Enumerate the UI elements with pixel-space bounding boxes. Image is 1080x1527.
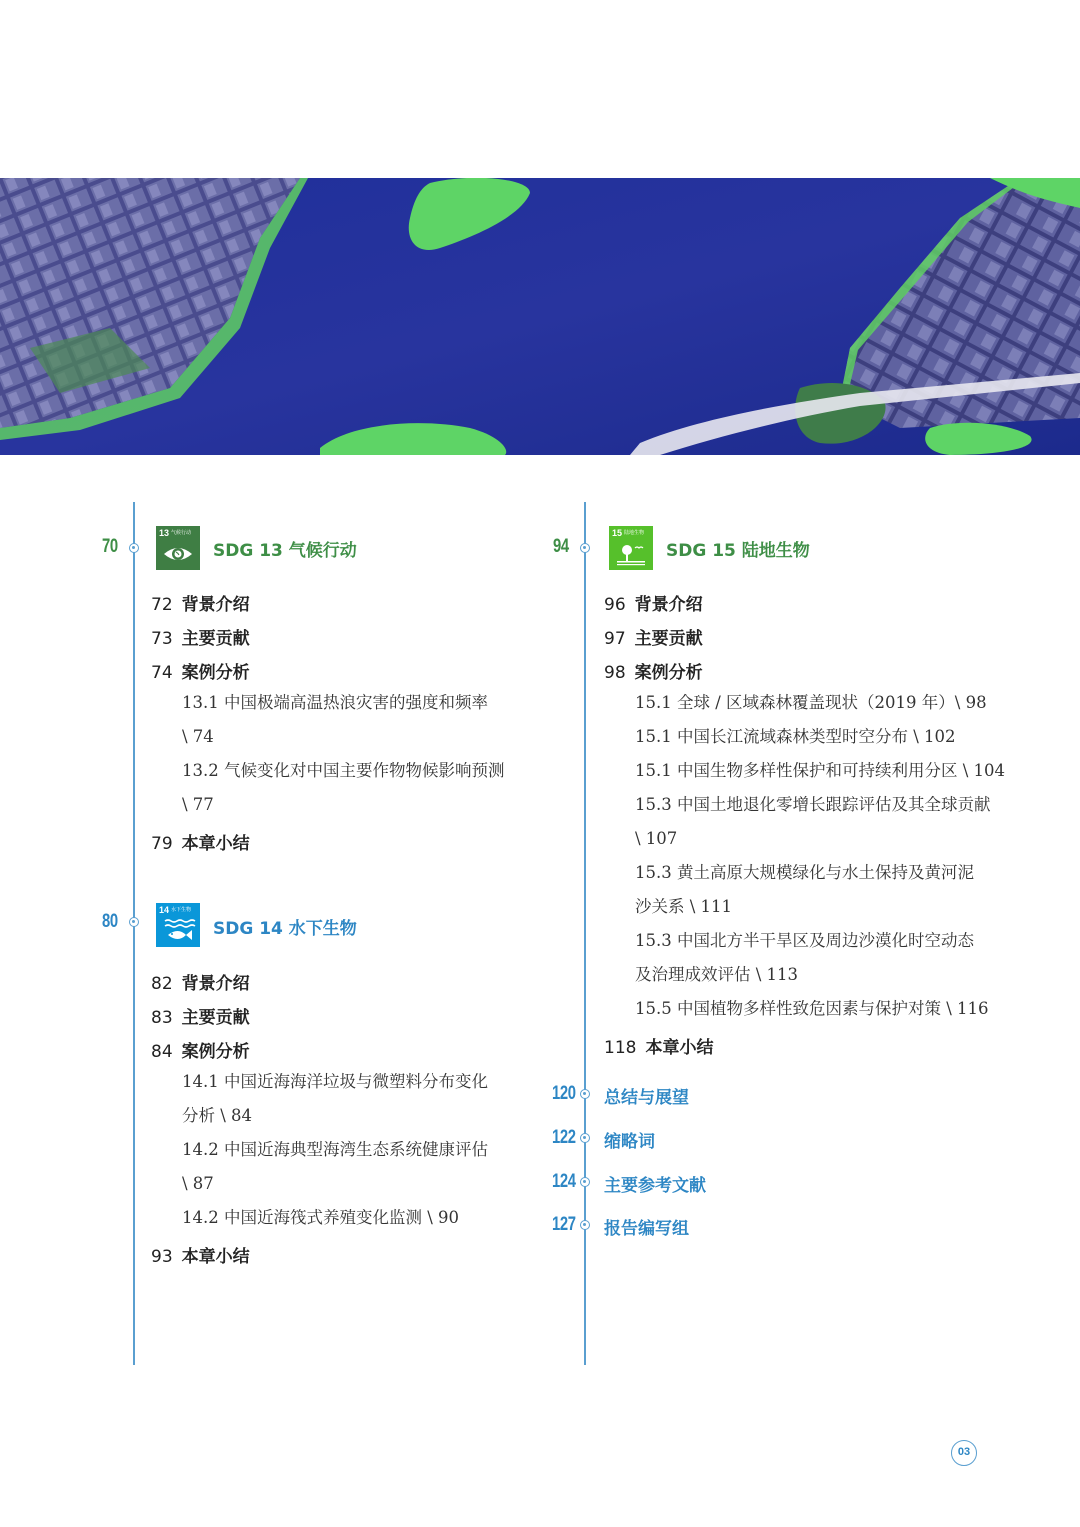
sdg14-title: SDG 14 水下生物 <box>213 919 357 939</box>
subentry-line: 15.5 中国植物多样性致危因素与保护对策 \ 116 <box>635 999 989 1018</box>
entry-page: 82 <box>151 974 173 994</box>
toc-entry[interactable] <box>151 1003 250 1028</box>
end-section-title[interactable]: 报告编写组 <box>604 1219 689 1239</box>
sdg15-badge-caption: 陆地生物 <box>624 530 645 536</box>
entry-label: 案例分析 <box>181 1042 250 1062</box>
entry-page: 73 <box>151 629 173 649</box>
toc-entry[interactable] <box>151 590 250 615</box>
entry-page: 79 <box>151 834 173 854</box>
page-number-badge: 03 <box>951 1440 977 1466</box>
subentry-line: 14.1 中国近海海洋垃圾与微塑料分布变化 <box>182 1072 488 1091</box>
subentry-line: 15.1 全球 / 区域森林覆盖现状（2019 年）\ 98 <box>635 693 987 712</box>
sdg15-badge-number: 15 <box>612 528 623 538</box>
end-section-page-number: 124 <box>552 1171 576 1192</box>
end-section-page-number: 127 <box>552 1214 576 1235</box>
entry-page: 83 <box>151 1008 173 1028</box>
subentry-line: 14.2 中国近海典型海湾生态系统健康评估 <box>182 1140 488 1159</box>
toc-subentry[interactable] <box>635 754 1005 788</box>
timeline-dot <box>580 1133 590 1143</box>
subentry-line: 及治理成效评估 \ 113 <box>635 965 799 984</box>
timeline-dot <box>580 1177 590 1187</box>
sdg13-badge <box>156 526 200 570</box>
toc-subentry[interactable] <box>635 856 974 924</box>
subentry-line: 15.3 中国北方半干旱区及周边沙漠化时空动态 <box>635 931 974 950</box>
entry-label: 案例分析 <box>181 663 250 683</box>
toc-subentry[interactable] <box>182 686 488 754</box>
entry-label: 主要贡献 <box>634 629 703 649</box>
entry-page: 74 <box>151 663 173 683</box>
toc-subentry[interactable] <box>635 788 990 856</box>
end-section-page-number: 122 <box>552 1127 576 1148</box>
toc-entry[interactable] <box>151 1037 250 1062</box>
subentry-line: 15.1 中国长江流域森林类型时空分布 \ 102 <box>635 727 956 746</box>
sdg13-badge-caption: 气候行动 <box>171 530 192 536</box>
toc-subentry[interactable] <box>182 754 504 822</box>
subentry-line: \ 74 <box>182 727 214 746</box>
sdg14-badge-caption: 水下生物 <box>171 907 192 913</box>
timeline-dot <box>129 543 139 553</box>
entry-label: 背景介绍 <box>181 595 250 615</box>
entry-page: 84 <box>151 1042 173 1062</box>
toc-entry[interactable] <box>604 1033 713 1058</box>
subentry-line: \ 87 <box>182 1174 214 1193</box>
timeline-dot <box>129 917 139 927</box>
sdg14-badge-number: 14 <box>159 905 170 915</box>
subentry-line: \ 107 <box>635 829 678 848</box>
entry-page: 118 <box>604 1038 637 1058</box>
timeline-dot <box>580 1089 590 1099</box>
toc-subentry[interactable] <box>635 992 989 1026</box>
entry-label: 本章小结 <box>645 1038 714 1058</box>
toc-entry[interactable] <box>151 969 250 994</box>
subentry-line: 14.2 中国近海筏式养殖变化监测 \ 90 <box>182 1208 460 1227</box>
sdg13-title: SDG 13 气候行动 <box>213 541 357 561</box>
toc-entry[interactable] <box>604 624 703 649</box>
entry-page: 98 <box>604 663 626 683</box>
sdg15-title: SDG 15 陆地生物 <box>666 541 810 561</box>
toc-subentry[interactable] <box>182 1065 488 1133</box>
toc-subentry[interactable] <box>182 1201 459 1235</box>
entry-page: 93 <box>151 1247 173 1267</box>
entry-label: 本章小结 <box>181 1247 250 1267</box>
toc-entry[interactable] <box>151 1242 250 1267</box>
entry-label: 主要贡献 <box>181 1008 250 1028</box>
toc-entry[interactable] <box>151 624 250 649</box>
subentry-line: 分析 \ 84 <box>182 1106 253 1125</box>
subentry-line: 沙关系 \ 111 <box>635 897 733 916</box>
entry-label: 背景介绍 <box>634 595 703 615</box>
toc-subentry[interactable] <box>635 686 987 720</box>
sdg15-page-number: 94 <box>553 536 569 557</box>
entry-label: 背景介绍 <box>181 974 250 994</box>
sdg14-page-number: 80 <box>102 911 118 932</box>
toc-subentry[interactable] <box>635 720 956 754</box>
timeline-dot <box>580 543 590 553</box>
end-section-title[interactable]: 缩略词 <box>604 1132 655 1152</box>
entry-label: 本章小结 <box>181 834 250 854</box>
sdg15-badge <box>609 526 653 570</box>
left-column-rule <box>133 502 135 1365</box>
end-section-page-number: 120 <box>552 1083 576 1104</box>
entry-label: 案例分析 <box>634 663 703 683</box>
entry-page: 72 <box>151 595 173 615</box>
entry-label: 主要贡献 <box>181 629 250 649</box>
end-section-title[interactable]: 总结与展望 <box>604 1088 689 1108</box>
fish-waves-icon <box>156 903 200 947</box>
subentry-line: 13.1 中国极端高温热浪灾害的强度和频率 <box>182 693 488 712</box>
subentry-line: 13.2 气候变化对中国主要作物物候影响预测 <box>182 761 505 780</box>
entry-page: 97 <box>604 629 626 649</box>
sdg13-badge-number: 13 <box>159 528 170 538</box>
subentry-line: 15.3 黄土高原大规模绿化与水土保持及黄河泥 <box>635 863 974 882</box>
right-column-rule <box>584 502 586 1365</box>
entry-page: 96 <box>604 595 626 615</box>
sdg13-page-number: 70 <box>102 536 118 557</box>
tree-bird-icon <box>609 526 653 570</box>
eye-globe-icon <box>156 526 200 570</box>
satellite-banner-image <box>0 178 1080 455</box>
subentry-line: \ 77 <box>182 795 214 814</box>
subentry-line: 15.1 中国生物多样性保护和可持续利用分区 \ 104 <box>635 761 1006 780</box>
subentry-line: 15.3 中国土地退化零增长跟踪评估及其全球贡献 <box>635 795 991 814</box>
end-section-title[interactable]: 主要参考文献 <box>604 1176 706 1196</box>
toc-entry[interactable] <box>604 590 703 615</box>
sdg14-badge <box>156 903 200 947</box>
toc-subentry[interactable] <box>635 924 974 992</box>
toc-subentry[interactable] <box>182 1133 488 1201</box>
timeline-dot <box>580 1220 590 1230</box>
toc-entry[interactable] <box>604 658 703 683</box>
toc-entry[interactable] <box>151 658 250 683</box>
toc-entry[interactable] <box>151 829 250 854</box>
